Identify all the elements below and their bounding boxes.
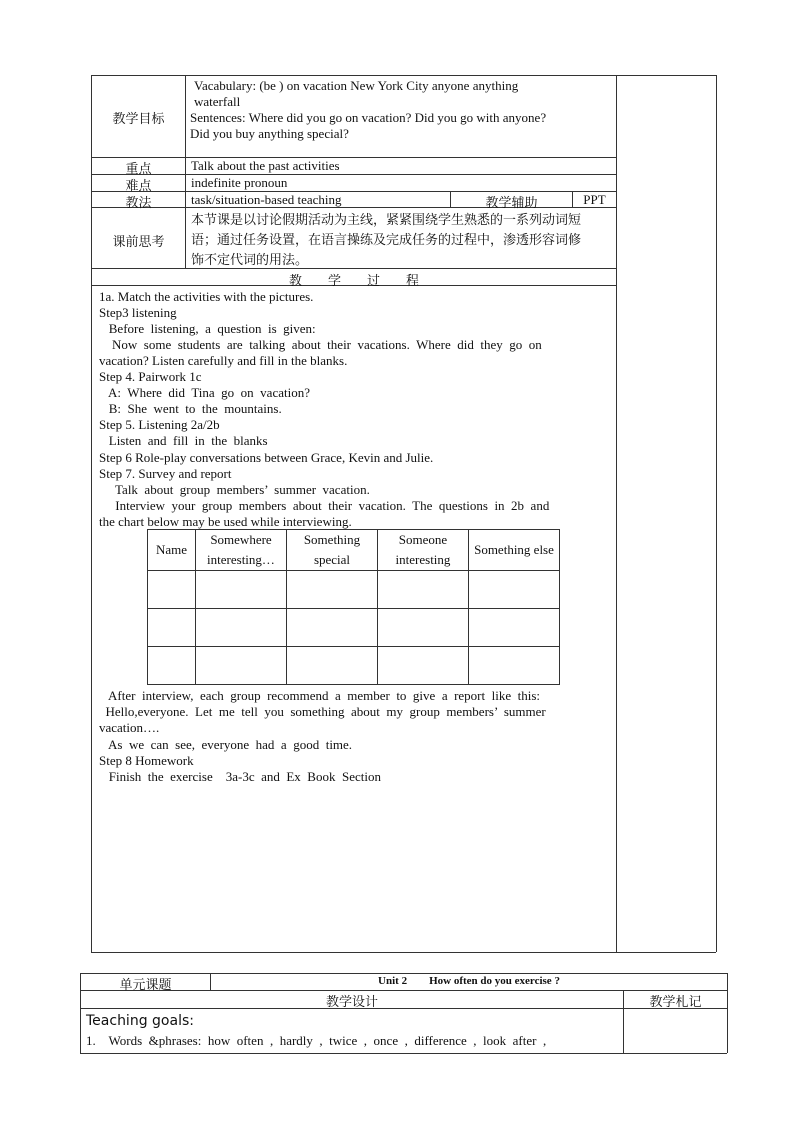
objectives-line-4: Did you buy anything special? — [190, 126, 349, 141]
survey-row — [148, 647, 560, 685]
survey-cell[interactable] — [378, 571, 469, 609]
survey-cell[interactable] — [378, 609, 469, 647]
aids-value: PPT — [583, 192, 606, 207]
survey-cell[interactable] — [469, 609, 560, 647]
reflection-line-2: 语；通过任务设置，在语言操练及完成任务的过程中，渗透形容词修 — [191, 232, 582, 247]
survey-cell[interactable] — [287, 647, 378, 685]
survey-cell[interactable] — [148, 571, 196, 609]
reflection-line-3: 饰不定代词的用法。 — [191, 252, 309, 267]
survey-table — [147, 529, 560, 685]
survey-col-something-special: Something special — [287, 530, 378, 571]
survey-row — [148, 571, 560, 609]
survey-row — [148, 609, 560, 647]
process-line-19: As we can see, everyone had a good time. — [99, 737, 353, 752]
process-line-12: Step 7. Survey and report — [99, 466, 232, 481]
objectives-line-2: waterfall — [194, 94, 241, 109]
process-line-13: Talk about group members’ summer vacation. — [99, 482, 370, 497]
process-line-11: Step 6 Role-play conversations between Grace, Kevin and Julie. — [99, 450, 434, 465]
reflection-label: 课前思考 — [112, 234, 165, 249]
notes-label: 教学札记 — [649, 994, 702, 1009]
survey-cell[interactable] — [148, 647, 196, 685]
survey-cell[interactable] — [196, 609, 287, 647]
survey-cell[interactable] — [148, 609, 196, 647]
process-line-4: Now some students are talking about their vacations. Where did they go on — [99, 337, 542, 352]
difficulty-value: indefinite pronoun — [191, 175, 288, 190]
objectives-line-3: Sentences: Where did you go on vacation? Did you go with anyone? — [190, 110, 547, 125]
process-line-8: B: She went to the mountains. — [99, 401, 282, 416]
goals-line-1: 1. Words &phrases: how often , hardly , twice , once , difference , look after , — [86, 1033, 547, 1048]
process-header: 教 学 过 程 — [288, 273, 419, 288]
survey-cell[interactable] — [287, 609, 378, 647]
unit-label: 单元课题 — [119, 977, 172, 992]
process-line-5: vacation? Listen carefully and fill in the blanks. — [99, 353, 348, 368]
process-line-7: A: Where did Tina go on vacation? — [99, 385, 310, 400]
survey-col-name: Name — [148, 530, 196, 571]
survey-header-row — [148, 530, 560, 571]
survey-col-someone: Someone interesting — [378, 530, 469, 571]
process-line-2: Step3 listening — [99, 305, 177, 320]
survey-cell[interactable] — [378, 647, 469, 685]
survey-cell[interactable] — [196, 571, 287, 609]
survey-cell[interactable] — [287, 571, 378, 609]
process-line-21: Finish the exercise 3a-3c and Ex Book Section — [99, 769, 381, 784]
process-line-15: the chart below may be used while interviewing. — [99, 514, 352, 529]
method-value: task/situation-based teaching — [191, 192, 342, 207]
goals-title: Teaching goals: — [86, 1013, 194, 1029]
survey-cell[interactable] — [469, 571, 560, 609]
survey-col-something-else: Something else — [469, 530, 560, 571]
process-line-20: Step 8 Homework — [99, 753, 194, 768]
process-line-10: Listen and fill in the blanks — [99, 433, 268, 448]
process-line-6: Step 4. Pairwork 1c — [99, 369, 202, 384]
process-line-3: Before listening, a question is given: — [99, 321, 316, 336]
difficulty-label: 难点 — [125, 178, 152, 193]
process-line-14: Interview your group members about their vacation. The questions in 2b and — [99, 498, 550, 513]
process-line-16: After interview, each group recommend a member to give a report like this: — [99, 688, 541, 703]
aids-label: 教学辅助 — [485, 195, 538, 210]
process-line-1: 1a. Match the activities with the pictures. — [99, 289, 314, 304]
key-point-value: Talk about the past activities — [191, 158, 340, 173]
objectives-line-1: Vacabulary: (be ) on vacation New York City anyone anything — [194, 78, 519, 93]
unit-title: Unit 2 How often do you exercise ? — [378, 975, 560, 987]
method-label: 教法 — [125, 195, 152, 210]
process-line-17: Hello,everyone. Let me tell you something about my group members’ summer — [99, 704, 546, 719]
process-line-18: vacation…. — [99, 720, 160, 735]
process-line-9: Step 5. Listening 2a/2b — [99, 417, 220, 432]
design-label: 教学设计 — [325, 994, 378, 1009]
survey-cell[interactable] — [469, 647, 560, 685]
key-point-label: 重点 — [125, 161, 152, 176]
reflection-line-1: 本节课是以讨论假期活动为主线，紧紧围绕学生熟悉的一系列动词短 — [191, 212, 582, 227]
objectives-label: 教学目标 — [112, 111, 165, 126]
survey-col-somewhere: Somewhere interesting… — [196, 530, 287, 571]
survey-cell[interactable] — [196, 647, 287, 685]
